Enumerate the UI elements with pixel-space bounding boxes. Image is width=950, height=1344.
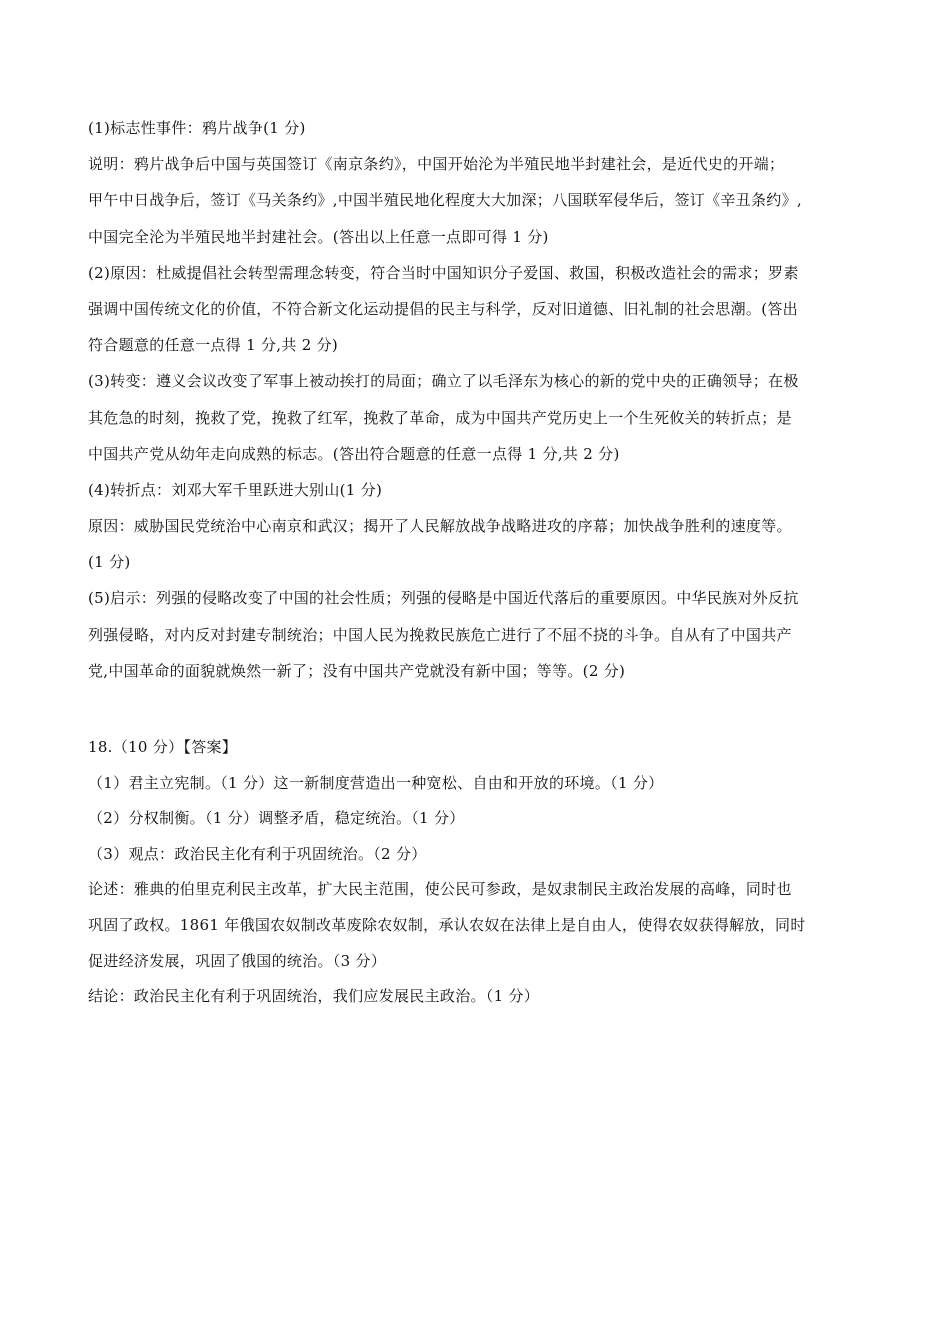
text-line: 其危急的时刻，挽救了党，挽救了红军，挽救了革命，成为中国共产党历史上一个生死攸关的转折点；是 xyxy=(88,408,792,427)
text-line: （2）分权制衡。（1 分）调整矛盾，稳定统治。（1 分） xyxy=(88,809,465,828)
question-heading: 18.（10 分）【答案】 xyxy=(88,738,238,756)
text-line: 论述：雅典的伯里克利民主改革，扩大民主范围，使公民可参政，是奴隶制民主政治发展的高峰，同时也 xyxy=(88,880,792,899)
question-17-answer xyxy=(88,112,866,691)
text-line: 甲午中日战争后，签订《马关条约》,中国半殖民地化程度大大加深；八国联军侵华后，签订《辛丑条约》, xyxy=(88,191,802,210)
text-line: 说明：鸦片战争后中国与英国签订《南京条约》，中国开始沦为半殖民地半封建社会，是近代史的开端； xyxy=(88,155,785,174)
text-line: 中国完全沦为半殖民地半封建社会。(答出以上任意一点即可得 1 分) xyxy=(88,227,549,246)
answer-content xyxy=(88,112,866,1016)
text-line: (3)转变：遵义会议改变了军事上被动挨打的局面；确立了以毛泽东为核心的新的党中央的正确领导；在极 xyxy=(88,372,799,391)
text-line: 促进经济发展，巩固了俄国的统治。（3 分） xyxy=(88,951,387,970)
text-line: 结论：政治民主化有利于巩固统治，我们应发展民主政治。（1 分） xyxy=(88,987,540,1006)
text-line: (1)标志性事件：鸦片战争(1 分) xyxy=(88,119,306,137)
text-line: （3）观点：政治民主化有利于巩固统治。（2 分） xyxy=(88,844,427,863)
question-18-answer xyxy=(88,731,866,1016)
text-line: 列强侵略，对内反对封建专制统治；中国人民为挽救民族危亡进行了不屈不挠的斗争。自从有了中国共产 xyxy=(88,625,792,644)
text-line: 党,中国革命的面貌就焕然一新了；没有中国共产党就没有新中国；等等。(2 分) xyxy=(88,661,626,680)
text-line: （1）君主立宪制。（1 分）这一新制度营造出一种宽松、自由和开放的环境。（1 分） xyxy=(88,773,664,792)
text-line: 巩固了政权。1861 年俄国农奴制改革废除农奴制，承认农奴在法律上是自由人，使得农奴获得解放，同时 xyxy=(88,915,806,934)
text-line: (2)原因：杜威提倡社会转型需理念转变，符合当时中国知识分子爱国、救国，积极改造社会的需求；罗素 xyxy=(88,263,799,282)
text-line: (4)转折点：刘邓大军千里跃进大别山(1 分) xyxy=(88,480,383,499)
text-line: 中国共产党从幼年走向成熟的标志。(答出符合题意的任意一点得 1 分,共 2 分) xyxy=(88,444,620,463)
text-line: 强调中国传统文化的价值，不符合新文化运动提倡的民主与科学，反对旧道德、旧礼制的社会思潮。(答出 xyxy=(88,299,798,318)
text-line: (1 分) xyxy=(88,553,131,572)
text-line: 符合题意的任意一点得 1 分,共 2 分) xyxy=(88,336,339,355)
text-line: (5)启示：列强的侵略改变了中国的社会性质；列强的侵略是中国近代落后的重要原因。中华民族对外反抗 xyxy=(88,589,799,608)
text-line: 原因：威胁国民党统治中心南京和武汉；揭开了人民解放战争战略进攻的序幕；加快战争胜利的速度等。 xyxy=(88,517,792,536)
section-spacer xyxy=(88,691,866,731)
